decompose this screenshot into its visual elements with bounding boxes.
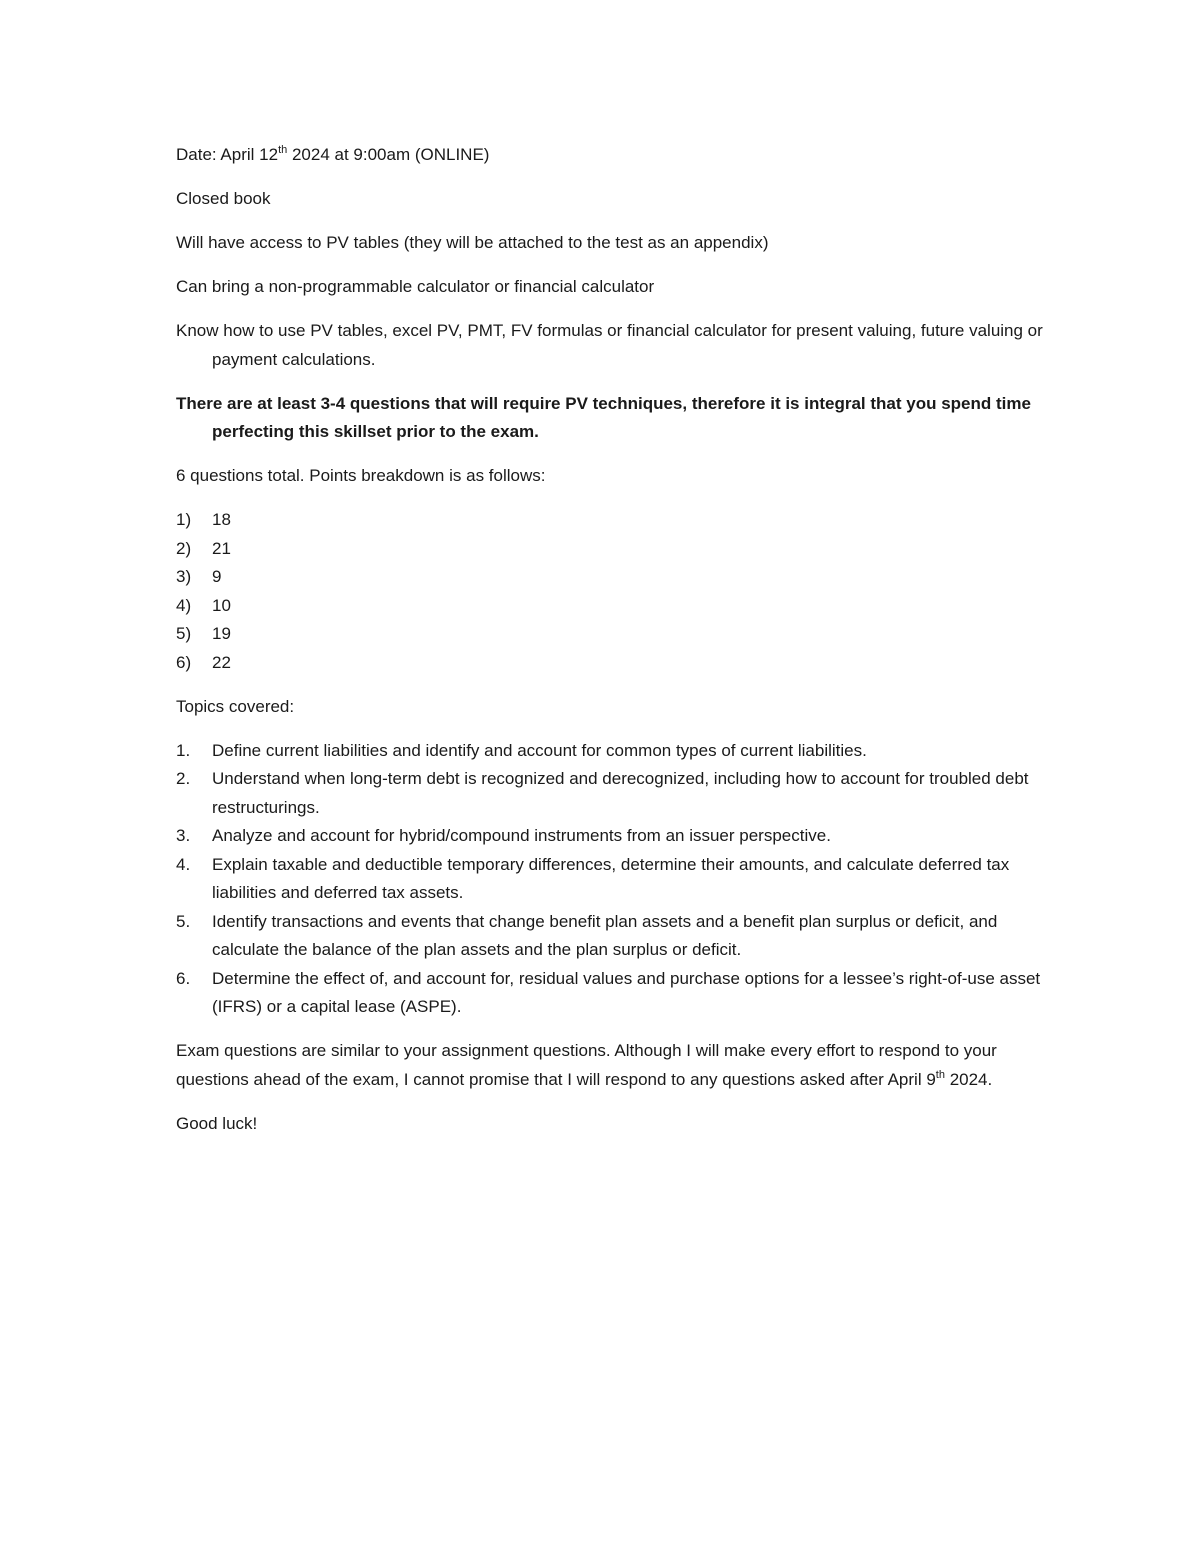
points-item-value: 19 bbox=[212, 624, 231, 643]
topic-text: Understand when long-term debt is recognized and derecognized, including how to account for troubled debt restructurings. bbox=[212, 769, 1029, 817]
points-item-value: 9 bbox=[212, 567, 222, 586]
topics-list-item bbox=[176, 822, 1056, 851]
points-intro: 6 questions total. Points breakdown is as follows: bbox=[176, 466, 546, 485]
closed-book-note: Closed book bbox=[176, 189, 271, 208]
points-item-number: 3) bbox=[176, 567, 192, 586]
topic-number: 2. bbox=[176, 769, 191, 788]
points-list-item bbox=[176, 620, 1056, 649]
document-body bbox=[176, 141, 1056, 1154]
points-item-number: 2) bbox=[176, 538, 192, 558]
topics-heading: Topics covered: bbox=[176, 696, 295, 716]
points-list-item bbox=[176, 649, 1056, 678]
exam-date bbox=[176, 141, 1056, 170]
exam-note-suffix: 2024. bbox=[944, 1069, 993, 1089]
points-item-value: 10 bbox=[212, 595, 231, 615]
exam-date-suffix: 2024 at 9:00am (ONLINE) bbox=[287, 145, 490, 164]
topic-text: Determine the effect of, and account for, residual values and purchase options for a lessee’s right-of-use asset (IFRS) or a capital lease (ASPE). bbox=[212, 968, 1041, 1016]
points-list-item bbox=[176, 535, 1056, 564]
topics-list-item bbox=[176, 908, 1056, 965]
topic-number: 1. bbox=[176, 740, 191, 760]
points-item-value: 18 bbox=[212, 510, 231, 529]
exam-questions-note bbox=[176, 1037, 1056, 1094]
points-item-number: 5) bbox=[176, 624, 192, 643]
topic-number: 5. bbox=[176, 911, 191, 931]
exam-date-prefix: Date: April 12 bbox=[176, 145, 279, 164]
pv-warning: There are at least 3-4 questions that will require PV techniques, therefore it is integral that you spend time perfecting this skillset prior to the exam. bbox=[176, 393, 1031, 441]
topic-number: 3. bbox=[176, 826, 191, 845]
exam-note-prefix: Exam questions are similar to your assignment questions. Although I will make every effort to respond to your questions ahead of the exam, I cannot promise that I will respond to any questions asked after April 9 bbox=[176, 1041, 997, 1089]
points-item-number: 6) bbox=[176, 652, 192, 672]
know-how-note: Know how to use PV tables, excel PV, PMT, FV formulas or financial calculator for present valuing, future valuing or payment calculations. bbox=[176, 321, 1043, 369]
topic-text: Define current liabilities and identify and account for common types of current liabilities. bbox=[212, 740, 867, 760]
exam-note-superscript: th bbox=[935, 1068, 945, 1081]
topic-text: Identify transactions and events that change benefit plan assets and a benefit plan surplus or deficit, and calculate the balance of the plan assets and the plan surplus or deficit. bbox=[212, 911, 998, 959]
points-list-item bbox=[176, 506, 1056, 535]
good-luck: Good luck! bbox=[176, 1113, 258, 1133]
topics-list-item bbox=[176, 765, 1056, 822]
points-list bbox=[176, 506, 1056, 677]
topic-text: Analyze and account for hybrid/compound instruments from an issuer perspective. bbox=[212, 826, 831, 845]
exam-date-superscript: th bbox=[278, 144, 288, 156]
pv-tables-note: Will have access to PV tables (they will be attached to the test as an appendix) bbox=[176, 233, 769, 252]
topics-list-item bbox=[176, 851, 1056, 908]
topic-text: Explain taxable and deductible temporary differences, determine their amounts, and calculate deferred tax liabilities and deferred tax assets. bbox=[212, 854, 1010, 902]
topic-number: 4. bbox=[176, 854, 191, 874]
points-item-value: 22 bbox=[212, 652, 231, 672]
points-item-number: 4) bbox=[176, 595, 192, 615]
calculator-note: Can bring a non-programmable calculator or financial calculator bbox=[176, 277, 655, 296]
points-list-item bbox=[176, 563, 1056, 592]
points-item-value: 21 bbox=[212, 538, 231, 558]
points-item-number: 1) bbox=[176, 510, 192, 529]
points-list-item bbox=[176, 592, 1056, 621]
topics-list bbox=[176, 737, 1056, 1022]
topic-number: 6. bbox=[176, 968, 191, 988]
topics-list-item bbox=[176, 737, 1056, 766]
topics-list-item bbox=[176, 965, 1056, 1022]
